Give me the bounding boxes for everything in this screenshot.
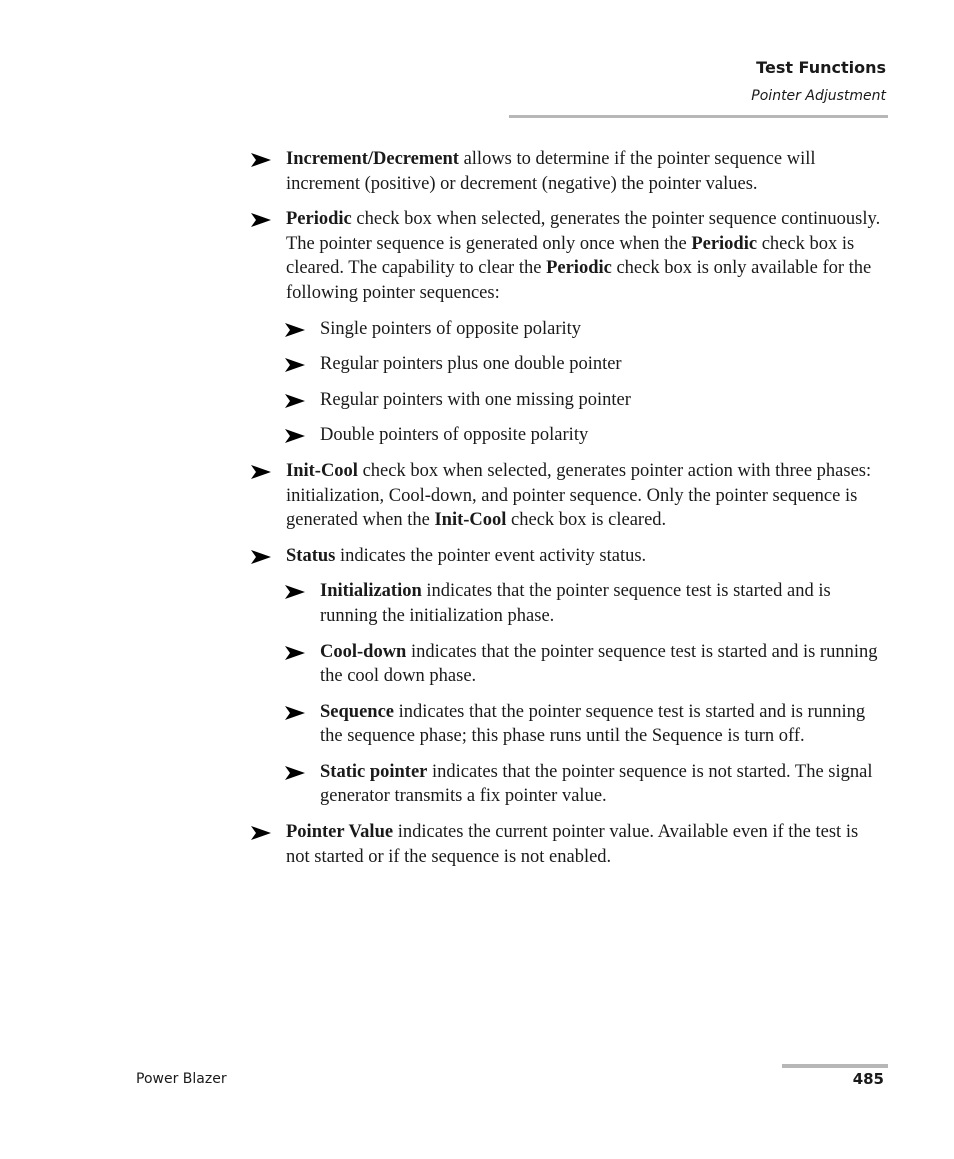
description: check box is only available for the following pointer sequences: (286, 258, 872, 303)
term: Init-Cool (434, 510, 507, 531)
arrow-bullet-icon (284, 423, 306, 447)
description: check box is cleared. The capability to clear the (286, 233, 855, 279)
sub-list-item (284, 423, 886, 448)
arrow-bullet-icon (250, 459, 272, 483)
footer-divider (782, 1064, 888, 1068)
header-divider (509, 115, 888, 118)
arrow-bullet-icon (284, 317, 306, 341)
description: allows to determine if the pointer sequence will increment (positive) or decrement (negative) the pointer values. (286, 149, 816, 194)
arrow-bullet-icon (284, 388, 306, 412)
term: Static pointer (320, 761, 428, 782)
section-title: Test Functions (756, 58, 886, 77)
term: Pointer Value (286, 822, 394, 843)
description: indicates that the pointer sequence is not started. The signal generator transmits a fix pointer value. (320, 761, 873, 807)
description: indicates that the pointer sequence test is started and is running the sequence phase; this phase runs until the Sequence is turn off. (320, 701, 866, 747)
list-item (250, 544, 886, 569)
term: Periodic (286, 209, 352, 230)
description: Single pointers of opposite polarity (320, 318, 582, 339)
arrow-bullet-icon (284, 760, 306, 784)
term: Periodic (546, 258, 612, 279)
sub-list-item (284, 388, 886, 413)
list-item (250, 820, 886, 869)
product-name: Power Blazer (136, 1071, 227, 1087)
sub-list-item (284, 760, 886, 809)
description: indicates the pointer event activity status. (335, 545, 647, 566)
sub-list-item (284, 317, 886, 342)
description: indicates that the pointer sequence test is started and is running the initialization phase. (320, 581, 831, 626)
arrow-bullet-icon (250, 207, 272, 231)
term: Sequence (320, 701, 394, 722)
description: Regular pointers plus one double pointer (320, 354, 622, 375)
sub-list-item (284, 352, 886, 377)
description: indicates the current pointer value. Available even if the test is not started or if the sequence is not enabled. (286, 822, 859, 867)
term: Init-Cool (286, 460, 358, 481)
arrow-bullet-icon (284, 352, 306, 376)
term: Status (286, 545, 336, 566)
arrow-bullet-icon (250, 147, 272, 171)
list-item (250, 207, 886, 305)
arrow-bullet-icon (250, 820, 272, 844)
sub-list-item (284, 640, 886, 689)
term: Initialization (320, 581, 422, 602)
term: Periodic (691, 233, 758, 254)
arrow-bullet-icon (284, 579, 306, 603)
term: Increment/Decrement (286, 149, 459, 169)
description: indicates that the pointer sequence test is started and is running the cool down phase. (320, 641, 878, 687)
description: check box when selected, generates the pointer sequence continuously. The pointer sequence is generated only once when the (286, 209, 881, 254)
term: Cool-down (320, 641, 407, 662)
page-number: 485 (852, 1070, 884, 1088)
arrow-bullet-icon (250, 544, 272, 568)
description: check box when selected, generates pointer action with three phases: initialization, Cool-down, and pointer sequence. Only the pointer sequence is generated when the (286, 460, 872, 531)
description: Double pointers of opposite polarity (320, 425, 589, 446)
bullet-list (250, 147, 886, 880)
arrow-bullet-icon (284, 640, 306, 664)
list-item (250, 459, 886, 533)
sub-list-item (284, 579, 886, 628)
description: check box is cleared. (506, 510, 667, 531)
section-subtitle: Pointer Adjustment (751, 88, 886, 104)
list-item (250, 147, 886, 196)
arrow-bullet-icon (284, 700, 306, 724)
description: Regular pointers with one missing pointer (320, 389, 631, 410)
sub-list-item (284, 700, 886, 749)
